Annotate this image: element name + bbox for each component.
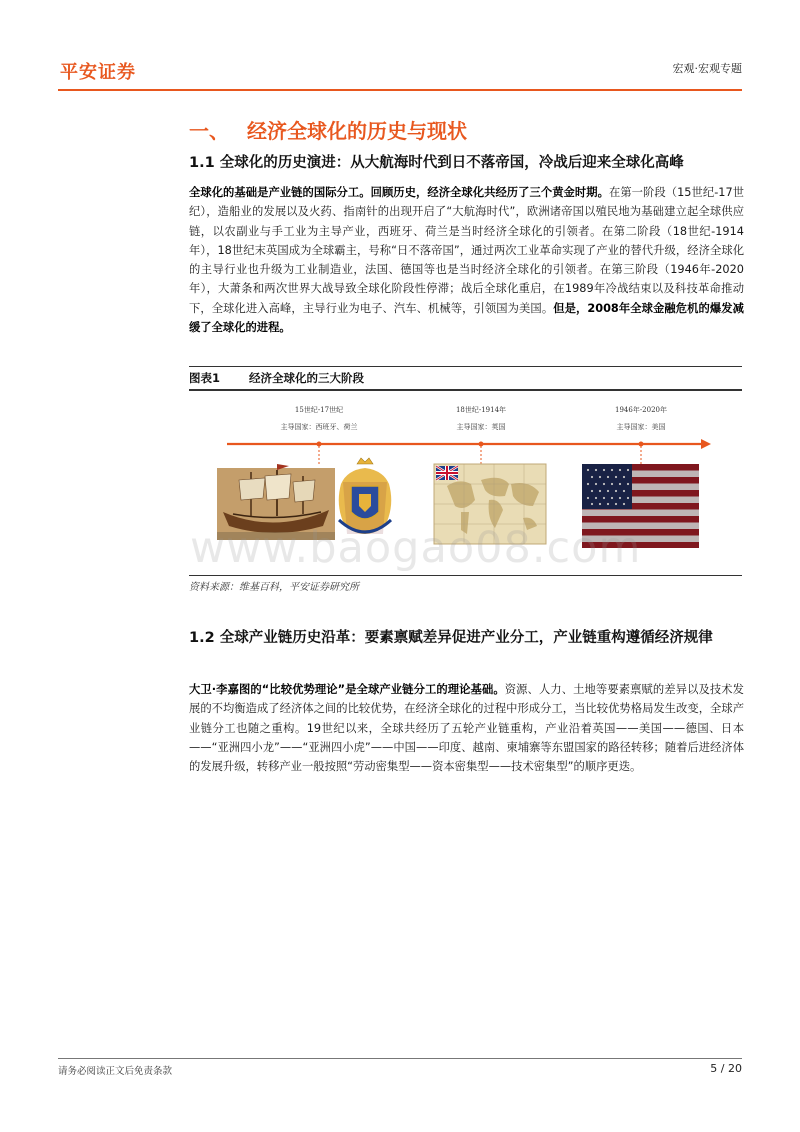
- page-number: 5 / 20: [710, 1062, 742, 1075]
- paragraph-2-lead: 大卫·李嘉图的“比较优势理论”是全球产业链分工的理论基础。: [189, 683, 505, 696]
- section-heading: [189, 115, 467, 144]
- stage-3-period: 1946年-2020年: [615, 406, 667, 414]
- stage-2-leaders: 主导国家：英国: [456, 423, 506, 431]
- stage-1-marker: [317, 442, 322, 447]
- section-number: 一、: [189, 119, 229, 143]
- paragraph-2-body: 资源、人力、土地等要素禀赋的差异以及技术发展的不均衡造成了经济体之间的比较优势，在经济全球化的过程中形成分工，当比较优势格局发生改变，全球产业链分工也随之重构。19世纪以来，全球共经历了五轮产业链重构，产业沿着英国——美国——德国、日本——“亚洲四小龙”——“亚洲四小虎”——中国——印度、越南、柬埔寨等东盟国家的路径转移；随着后进经济体的发展升级，转移产业一般按照“劳动密集型——资本密集型——技术密集型”的顺序更迭。: [189, 683, 744, 774]
- subsection-title-1: 1.1 全球化的历史演进：从大航海时代到日不落帝国，冷战后迎来全球化高峰: [189, 155, 684, 171]
- stage-1-leaders: 主导国家：西班牙、荷兰: [280, 423, 358, 431]
- footer-disclaimer: 请务必阅读正文后免责条款: [58, 1066, 173, 1077]
- stage-3-marker: [639, 442, 644, 447]
- section-title: 经济全球化的历史与现状: [247, 119, 467, 143]
- watermark: www.baogao08.com: [190, 523, 642, 573]
- footer-divider: [58, 1058, 742, 1059]
- figure-top-rule: [189, 366, 742, 367]
- brand-logo: 平安证券: [60, 62, 136, 83]
- figure-label: 图表1: [189, 371, 221, 385]
- report-category: 宏观·宏观专题: [672, 62, 742, 75]
- stage-2-period: 18世纪-1914年: [455, 406, 507, 414]
- stage-3-leaders: 主导国家：美国: [616, 423, 666, 431]
- paragraph-1-tail: 但是，2008年全球金融危机的爆发减缓了全球化的进程。: [189, 301, 744, 335]
- paragraph-2: [189, 680, 744, 776]
- figure-source: 资料来源：维基百科，平安证券研究所: [189, 582, 359, 593]
- paragraph-1-body: 在第一阶段（15世纪-17世纪），造船业的发展以及火药、指南针的出现开启了“大航海时代”，欧洲诸帝国以殖民地为基础建立起全球供应链，以农副业与手工业为主导产业，西班牙、荷兰是当时经济全球化的引领者。在第二阶段（18世纪-1914年），18世纪末英国成为全球霸主，号称“日不落帝国”，通过两次工业革命实现了产业的替代升级，经济全球化的主导行业也升级为工业制造业，法国、德国等也是当时经济全球化的引领者。在第三阶段（1946年-2020年），大萧条和两次世界大战导致全球化阶段性停滞；战后全球化重启，在1989年冷战结束以及科技革命推动下，全球化进入高峰，主导行业为电子、汽车、机械等，引领国为美国。: [189, 186, 745, 315]
- figure-title-rule: [189, 389, 742, 391]
- stage-2-marker: [479, 442, 484, 447]
- subsection-title-2: 1.2 全球产业链历史沿革：要素禀赋差异促进产业分工，产业链重构遵循经济规律: [189, 630, 713, 646]
- paragraph-1: [189, 183, 744, 337]
- timeline-arrowhead: [701, 439, 711, 449]
- figure-bottom-rule: [189, 575, 742, 576]
- figure-title: 经济全球化的三大阶段: [249, 371, 364, 385]
- stage-1-period: 15世纪-17世纪: [294, 406, 344, 414]
- figure-caption: [189, 370, 364, 386]
- paragraph-1-lead: 全球化的基础是产业链的国际分工。回顾历史，经济全球化共经历了三个黄金时期。: [189, 186, 609, 199]
- header-divider: [58, 89, 742, 91]
